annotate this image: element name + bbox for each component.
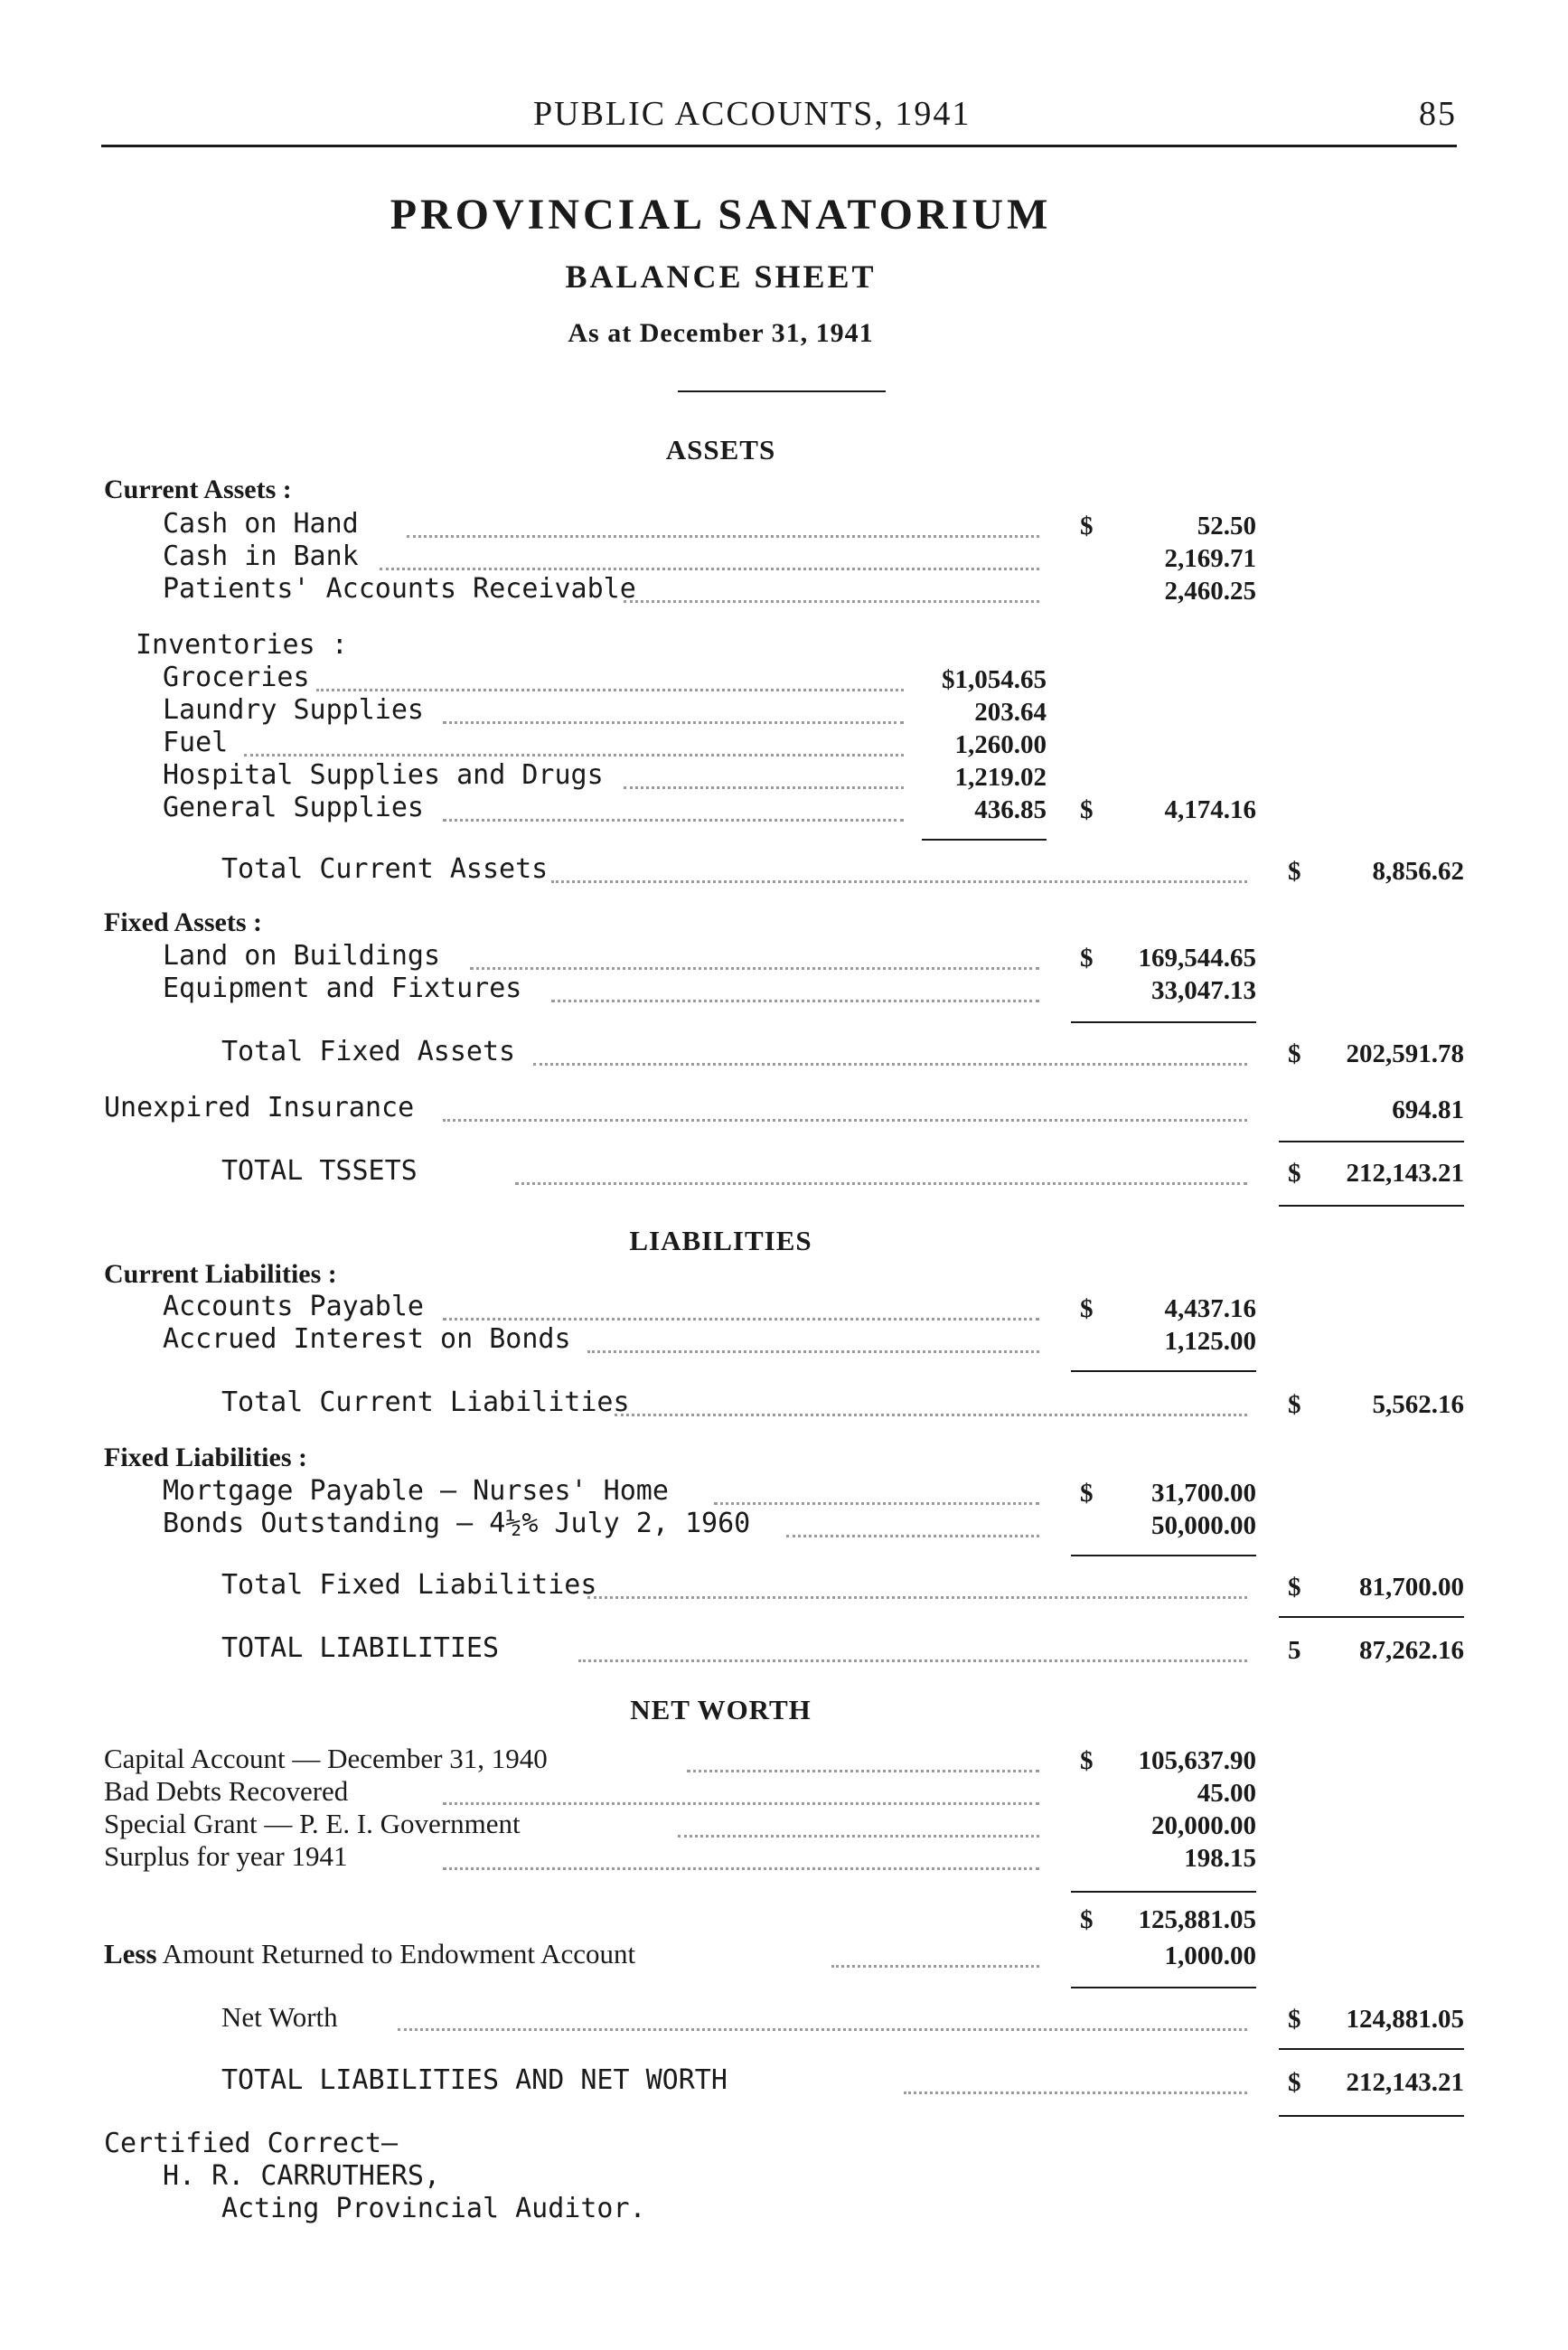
inventories-heading: Inventories : [136, 629, 348, 661]
leader [443, 1318, 1039, 1321]
running-title: PUBLIC ACCOUNTS, 1941 [533, 95, 972, 133]
total-rule [1279, 2115, 1464, 2117]
hospital-supplies-value: 1,219.02 [954, 763, 1047, 792]
leader [678, 1835, 1039, 1838]
hospital-supplies-label: Hospital Supplies and Drugs [163, 759, 604, 791]
certified-correct: Certified Correct— [104, 2128, 399, 2159]
leader [244, 754, 904, 757]
less-returned-text: Amount Returned to Endowment Account [162, 1938, 636, 1969]
total-fixed-assets-value: 202,591.78 [1346, 1039, 1464, 1068]
title-rule [678, 390, 886, 392]
subtotal-rule [1071, 1555, 1256, 1556]
special-grant-value: 20,000.00 [1151, 1811, 1256, 1840]
assets-heading: ASSETS [665, 434, 776, 465]
dollar-sign: $ [1288, 2068, 1301, 2097]
dollar-sign: $ [1080, 1479, 1094, 1508]
leader [587, 1350, 1039, 1353]
equipment-label: Equipment and Fixtures [163, 973, 522, 1004]
auditor-name: H. R. CARRUTHERS, [163, 2160, 441, 2192]
dollar-sign: $ [1080, 1905, 1094, 1934]
leader [624, 786, 904, 789]
total-fixed-assets-label: Total Fixed Assets [221, 1036, 516, 1067]
dollar-sign: $ [1288, 1039, 1301, 1068]
subtotal-rule [922, 839, 1047, 841]
fixed-liabilities-heading: Fixed Liabilities : [104, 1443, 307, 1472]
net-worth-value: 124,881.05 [1346, 2005, 1464, 2034]
total-assets-label: TOTAL TSSETS [221, 1155, 418, 1187]
cash-in-bank-label: Cash in Bank [163, 540, 359, 572]
total-assets-value: 212,143.21 [1346, 1159, 1464, 1188]
surplus-value: 198.15 [1184, 1844, 1256, 1873]
less-word: Less [104, 1938, 157, 1969]
subtotal-rule [1071, 1021, 1256, 1023]
dollar-sign: $ [1080, 512, 1094, 540]
unexpired-insurance-label: Unexpired Insurance [104, 1092, 415, 1123]
statement-title: BALANCE SHEET [565, 258, 877, 295]
subtotal-rule [1279, 1141, 1464, 1142]
laundry-value: 203.64 [974, 698, 1047, 727]
leader [533, 1063, 1247, 1066]
dollar-sign: $ [1080, 1746, 1094, 1775]
net-worth-label: Net Worth [221, 2001, 338, 2033]
leader [443, 819, 904, 822]
fuel-value: 1,260.00 [954, 730, 1047, 759]
subtotal-rule [1071, 1370, 1256, 1372]
laundry-label: Laundry Supplies [163, 694, 424, 726]
dollar-sign: $ [1288, 1573, 1301, 1602]
subtotal-rule [1279, 2048, 1464, 2050]
grand-total-label: TOTAL LIABILITIES AND NET WORTH [221, 2064, 728, 2096]
patients-receivable-value: 2,460.25 [1164, 577, 1256, 606]
dollar-sign: $ [1080, 795, 1094, 824]
cash-on-hand-value: 52.50 [1197, 512, 1256, 540]
leader [551, 880, 1247, 883]
less-returned-label [104, 1938, 635, 1970]
subtotal-rule [1279, 1616, 1464, 1618]
total-current-assets-value: 8,856.62 [1372, 857, 1464, 886]
leader [578, 1659, 1247, 1662]
less-returned-value: 1,000.00 [1164, 1941, 1256, 1970]
groceries-label: Groceries [163, 662, 310, 693]
land-buildings-value: 169,544.65 [1138, 944, 1256, 973]
total-fixed-liabilities-label: Total Fixed Liabilities [221, 1569, 597, 1601]
net-worth-subtotal-value: 125,881.05 [1138, 1905, 1256, 1934]
fuel-label: Fuel [163, 727, 229, 758]
accounts-payable-value: 4,437.16 [1164, 1294, 1256, 1323]
subtotal-rule [1071, 1891, 1256, 1893]
current-assets-heading: Current Assets : [104, 475, 292, 504]
leader [904, 2092, 1247, 2094]
cash-on-hand-label: Cash on Hand [163, 508, 359, 540]
general-supplies-label: General Supplies [163, 792, 424, 823]
dollar-sign: $ [1080, 1294, 1094, 1323]
net-worth-heading: NET WORTH [630, 1694, 812, 1725]
liabilities-heading: LIABILITIES [629, 1225, 812, 1256]
leader [687, 1770, 1039, 1772]
leader [470, 967, 1039, 970]
leader [786, 1535, 1039, 1537]
leader [587, 1596, 1247, 1599]
capital-account-value: 105,637.90 [1138, 1746, 1256, 1775]
surplus-label: Surplus for year 1941 [104, 1840, 348, 1872]
current-liabilities-heading: Current Liabilities : [104, 1259, 337, 1289]
total-fixed-liabilities-value: 81,700.00 [1359, 1573, 1464, 1602]
mortgage-label: Mortgage Payable — Nurses' Home [163, 1475, 669, 1507]
header-rule [101, 145, 1457, 147]
leader [615, 1414, 1247, 1416]
general-supplies-value: 436.85 [974, 795, 1047, 824]
total-current-assets-label: Total Current Assets [221, 853, 549, 885]
dollar-sign: $ [1288, 1390, 1301, 1419]
total-current-liabilities-label: Total Current Liabilities [221, 1386, 630, 1418]
total-rule [1279, 1205, 1464, 1207]
land-buildings-label: Land on Buildings [163, 940, 441, 972]
leader [443, 721, 904, 724]
leader [380, 568, 1039, 570]
capital-account-label: Capital Account — December 31, 1940 [104, 1743, 548, 1774]
patients-receivable-label: Patients' Accounts Receivable [163, 573, 636, 605]
total-current-liabilities-value: 5,562.16 [1372, 1390, 1464, 1419]
dollar-sign: $ [1288, 2005, 1301, 2034]
institution-title: PROVINCIAL SANATORIUM [390, 191, 1052, 239]
accrued-interest-value: 1,125.00 [1164, 1327, 1256, 1356]
accrued-interest-label: Accrued Interest on Bonds [163, 1323, 571, 1355]
inventory-total-value: 4,174.16 [1164, 795, 1256, 824]
leader [443, 1119, 1247, 1122]
cash-in-bank-value: 2,169.71 [1164, 544, 1256, 573]
fixed-assets-heading: Fixed Assets : [104, 907, 262, 937]
subtotal-rule [1071, 1987, 1256, 1988]
dollar-sign: $ [1080, 944, 1094, 973]
leader [443, 1867, 1039, 1870]
dollar-sign: $ [1288, 857, 1301, 886]
mortgage-value: 31,700.00 [1151, 1479, 1256, 1508]
unexpired-insurance-value: 694.81 [1392, 1095, 1464, 1124]
dollar-sign: 5 [1288, 1636, 1301, 1665]
leader [316, 689, 904, 691]
grand-total-value: 212,143.21 [1346, 2068, 1464, 2097]
leader [515, 1182, 1247, 1185]
accounts-payable-label: Accounts Payable [163, 1291, 424, 1322]
special-grant-label: Special Grant — P. E. I. Government [104, 1808, 521, 1839]
leader [831, 1965, 1039, 1968]
leader [624, 600, 1039, 603]
leader [551, 1000, 1039, 1002]
statement-date: As at December 31, 1941 [568, 318, 874, 348]
auditor-title: Acting Provincial Auditor. [221, 2193, 646, 2224]
leader [714, 1502, 1039, 1505]
bad-debts-value: 45.00 [1197, 1779, 1256, 1808]
leader [398, 2028, 1247, 2031]
leader [407, 535, 1039, 538]
total-liabilities-label: TOTAL LIABILITIES [221, 1632, 500, 1664]
dollar-sign: $ [1288, 1159, 1301, 1188]
page-number: 85 [1419, 95, 1457, 133]
bonds-label: Bonds Outstanding — 4½% July 2, 1960 [163, 1508, 751, 1539]
bonds-value: 50,000.00 [1151, 1511, 1256, 1540]
groceries-value: $1,054.65 [942, 665, 1047, 694]
total-liabilities-value: 87,262.16 [1359, 1636, 1464, 1665]
equipment-value: 33,047.13 [1151, 976, 1256, 1005]
leader [443, 1802, 1039, 1805]
bad-debts-label: Bad Debts Recovered [104, 1775, 349, 1807]
